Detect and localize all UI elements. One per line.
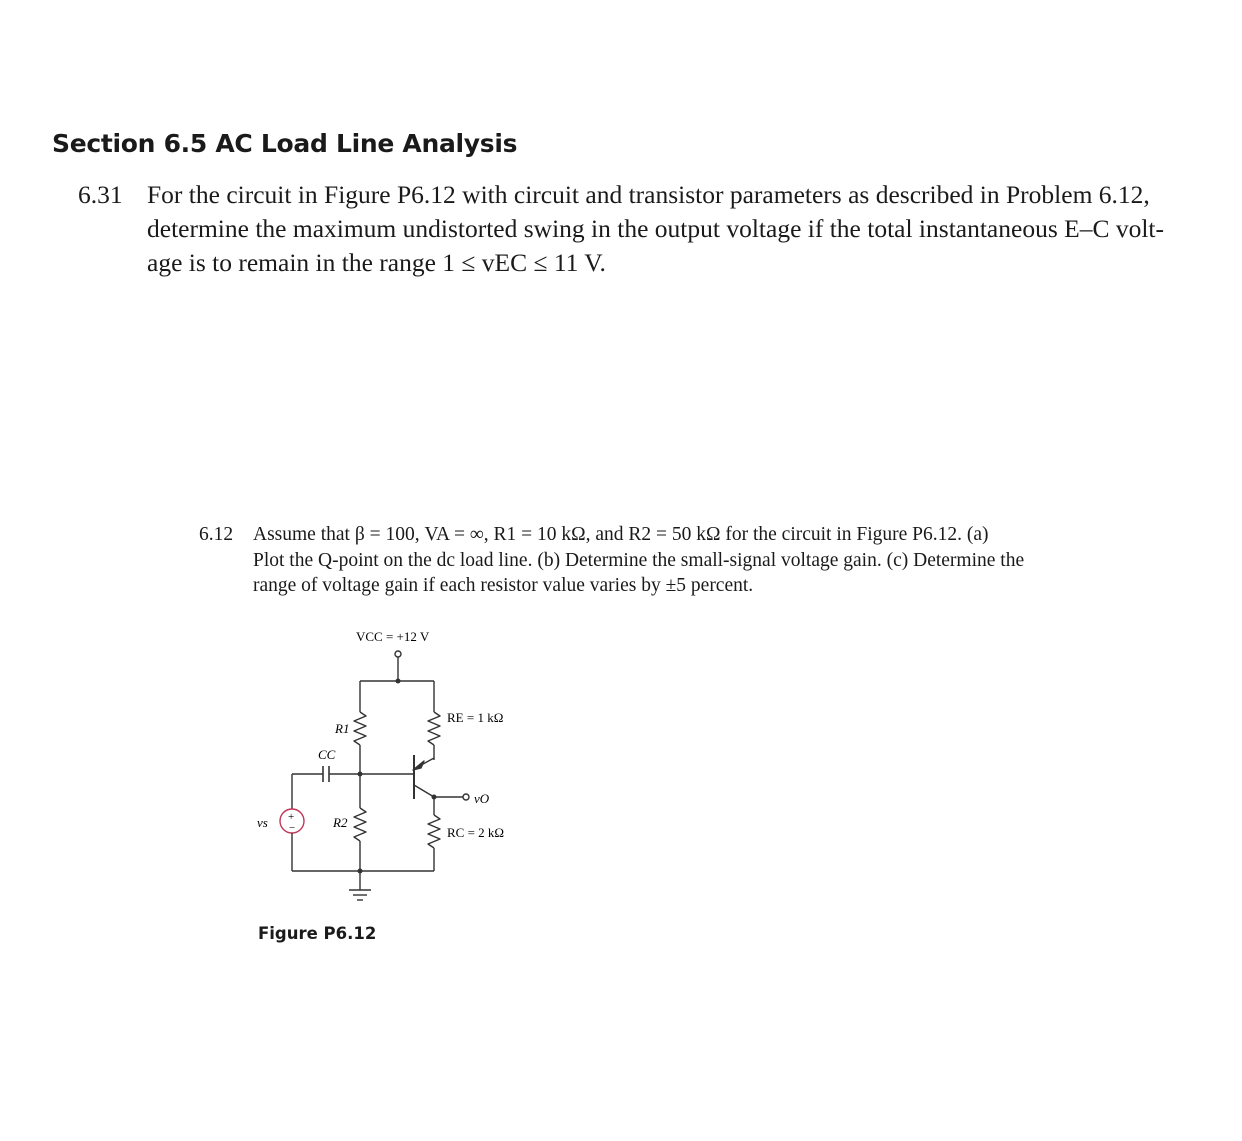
r2-resistor <box>354 808 366 841</box>
r1-label: R1 <box>335 721 350 736</box>
problem-line: determine the maximum undistorted swing in the output voltage if the total instantaneous E–C volt- <box>147 214 1164 243</box>
vs-label: vs <box>257 815 268 830</box>
vs-minus: − <box>289 822 296 834</box>
cc-label: CC <box>318 747 336 762</box>
problem-text <box>253 522 1079 599</box>
vcc-terminal <box>395 651 401 657</box>
vs-plus: + <box>288 811 295 823</box>
problem-number: 6.31 <box>78 180 123 209</box>
section-title: Section 6.5 AC Load Line Analysis <box>52 129 518 158</box>
problem-line: Assume that β = 100, VA = ∞, R1 = 10 kΩ, and R2 = 50 kΩ for the circuit in Figure P6.12. (a) <box>253 524 989 545</box>
problem-6-12 <box>199 522 1079 599</box>
problem-6-31 <box>78 178 1198 280</box>
r1-resistor <box>354 712 366 745</box>
vo-label: vO <box>474 791 490 806</box>
problem-line: For the circuit in Figure P6.12 with circuit and transistor parameters as described in Problem 6.12, <box>147 180 1150 209</box>
rc-label: RC = 2 kΩ <box>447 825 505 840</box>
vcc-label: VCC = +12 V <box>356 629 430 644</box>
problem-line: Plot the Q-point on the dc load line. (b) Determine the small-signal voltage gain. (c) Determine the <box>253 549 1025 571</box>
problem-number: 6.12 <box>199 524 234 545</box>
vo-terminal <box>463 794 469 800</box>
rc-resistor <box>428 815 440 848</box>
re-label: RE = 1 kΩ <box>447 710 504 725</box>
figure-caption: Figure P6.12 <box>258 924 377 943</box>
re-resistor <box>428 712 440 745</box>
problem-line: range of voltage gain if each resistor value varies by ±5 percent. <box>253 575 754 596</box>
problem-text <box>147 178 1198 280</box>
circuit-diagram <box>250 620 540 920</box>
r2-label: R2 <box>333 815 348 830</box>
problem-line: age is to remain in the range 1 ≤ vEC ≤ 11 V. <box>147 248 606 277</box>
